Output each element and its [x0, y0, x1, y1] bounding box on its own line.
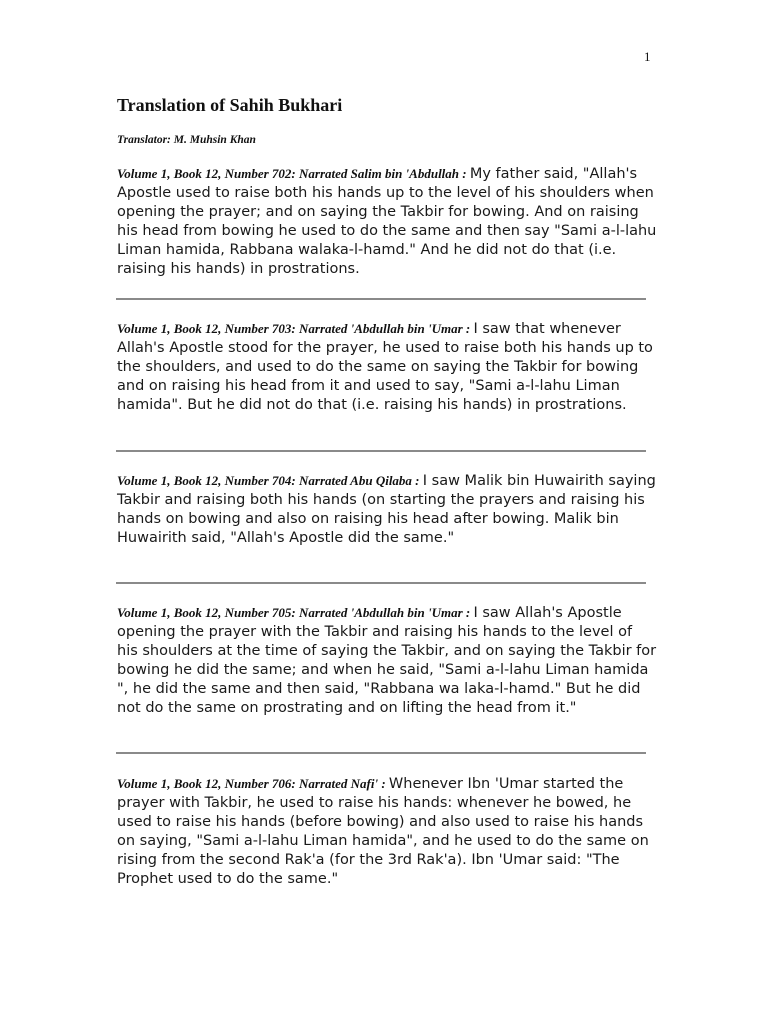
hadith-reference: Volume 1, Book 12, Number 703: Narrated 'Abdullah bin 'Umar : — [117, 321, 474, 336]
section-divider — [116, 450, 646, 452]
hadith-704 — [117, 471, 657, 548]
hadith-reference: Volume 1, Book 12, Number 705: Narrated 'Abdullah bin 'Umar : — [117, 605, 474, 620]
translator-credit: Translator: M. Muhsin Khan — [117, 134, 256, 146]
section-divider — [116, 582, 646, 584]
hadith-reference: Volume 1, Book 12, Number 702: Narrated Salim bin 'Abdullah : — [117, 166, 470, 181]
hadith-text: I saw Allah's Apostle opening the prayer with the Takbir and raising his hands to the level of his shoulders at the time of saying the Takbir, and on saying the Takbir for bowing he did the same; and when he said, "Sami a-l-lahu Liman hamida ", he did the same and then said, "Rabbana wa laka-l-hamd." But he did not do the same on prostrating and on lifting the head from it." — [117, 605, 657, 716]
hadith-706 — [117, 774, 657, 889]
hadith-705 — [117, 603, 657, 718]
hadith-text: My father said, "Allah's Apostle used to raise both his hands up to the level of his shoulders when opening the prayer; and on saying the Takbir for bowing. And on raising his head from bowing he used to do the same and then say "Sami a-l-lahu Liman hamida, Rabbana walaka-l-hamd." And he did not do that (i.e. raising his hands) in prostrations. — [117, 166, 657, 277]
hadith-702 — [117, 164, 657, 279]
hadith-703 — [117, 319, 657, 415]
hadith-reference: Volume 1, Book 12, Number 704: Narrated Abu Qilaba : — [117, 473, 423, 488]
hadith-text: Whenever Ibn 'Umar started the prayer with Takbir, he used to raise his hands: whenever he bowed, he used to raise his hands (before bowing) and also used to raise his hands on saying, "Sami a-l-lahu Liman hamida", and he used to do the same on rising from the second Rak'a (for the 3rd Rak'a). Ibn 'Umar said: "The Prophet used to do the same." — [117, 776, 649, 887]
hadith-reference: Volume 1, Book 12, Number 706: Narrated Nafi' : — [117, 776, 389, 791]
hadith-text: I saw Malik bin Huwairith saying Takbir and raising both his hands (on starting the prayers and raising his hands on bowing and also on raising his head after bowing. Malik bin Huwairith said, "Allah's Apostle did the same." — [117, 473, 656, 546]
section-divider — [116, 752, 646, 754]
page-number: 1 — [644, 49, 651, 64]
document-title: Translation of Sahih Bukhari — [117, 95, 343, 115]
hadith-text: I saw that whenever Allah's Apostle stood for the prayer, he used to raise both his hands up to the shoulders, and used to do the same on saying the Takbir for bowing and on raising his head from it and used to say, "Sami a-l-lahu Liman hamida". But he did not do that (i.e. raising his hands) in prostrations. — [117, 321, 653, 413]
section-divider — [116, 298, 646, 300]
